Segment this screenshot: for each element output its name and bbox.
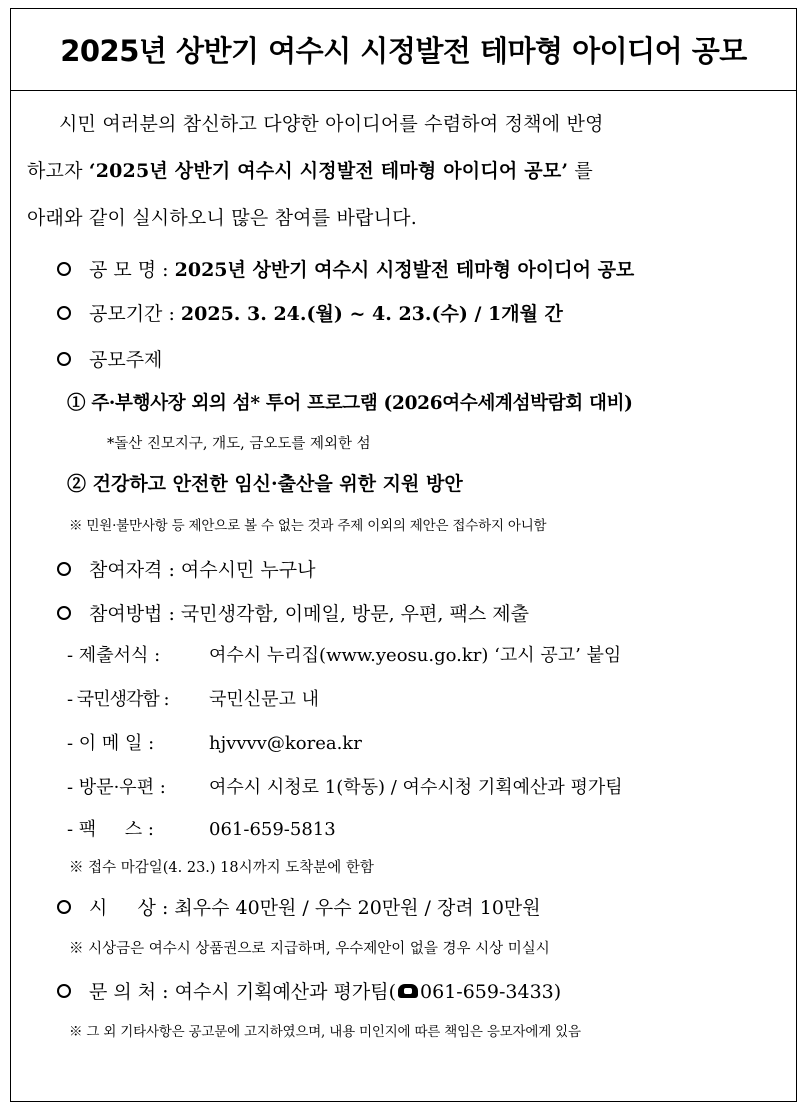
contact-label: 문 의 처 : — [89, 981, 169, 1003]
email-label: - 이 메 일 : — [67, 733, 155, 754]
fax-label: - 팩 스 : — [67, 819, 154, 840]
form-label: - 제출서식 : — [67, 645, 161, 666]
deadline-note: ※ 접수 마감일(4. 23.) 18시까지 도착분에 한함 — [69, 860, 374, 876]
award-label: 시 상 : — [89, 897, 169, 919]
email-line — [67, 729, 362, 755]
eligibility-label: 참여자격 : — [89, 559, 175, 581]
item-eligibility — [57, 555, 315, 582]
gov-label: - 국민생각함 : — [67, 689, 169, 710]
topic-note: ※ 민원·불만사항 등 제안으로 볼 수 없는 것과 주제 이외의 제안은 접수하지 아니함 — [69, 518, 547, 534]
circle-bullet-icon — [57, 900, 71, 914]
contact-note: ※ 그 외 기타사항은 공고문에 고지하였으며, 내용 미인지에 따른 책임은 응모자에게 있음 — [69, 1024, 581, 1040]
circle-bullet-icon — [57, 562, 71, 576]
topic-1-note: *돌산 진모지구, 개도, 금오도를 제외한 섬 — [107, 436, 371, 452]
notice-title: 2025년 상반기 여수시 시정발전 테마형 아이디어 공모 — [60, 34, 747, 68]
topic-2: ② 건강하고 안전한 임신·출산을 위한 지원 방안 — [67, 473, 463, 495]
circle-bullet-icon — [57, 262, 71, 276]
title-box — [11, 9, 796, 91]
form-value: 여수시 누리집(www.yeosu.go.kr) ‘고시 공고’ 붙임 — [209, 645, 622, 666]
circle-bullet-icon — [57, 352, 71, 366]
item-period — [57, 299, 563, 326]
award-note: ※ 시상금은 여수시 상품권으로 지급하며, 우수제안이 없을 경우 시상 미실시 — [69, 941, 550, 957]
circle-bullet-icon — [57, 306, 71, 320]
gov-value: 국민신문고 내 — [209, 689, 320, 710]
telephone-icon — [398, 984, 418, 998]
intro-line-3: 아래와 같이 실시하오니 많은 참여를 바랍니다. — [27, 207, 417, 229]
notice-frame — [10, 8, 797, 1102]
award-value: 최우수 40만원 / 우수 20만원 / 장려 10만원 — [174, 897, 541, 919]
circle-bullet-icon — [57, 984, 71, 998]
period-label: 공모기간 : — [89, 303, 175, 325]
period-value: 2025. 3. 24.(월) ~ 4. 23.(수) / 1개월 간 — [180, 303, 563, 325]
gov-idea-box — [67, 685, 319, 711]
email-value: hjvvvv@korea.kr — [209, 733, 362, 754]
contact-value: 여수시 기획예산과 평가팀( — [174, 981, 397, 1003]
visit-label: - 방문·우편 : — [67, 777, 166, 798]
circle-bullet-icon — [57, 606, 71, 620]
fax-line — [67, 815, 336, 841]
submission-form — [67, 641, 621, 667]
visit-value: 여수시 시청로 1(학동) / 여수시청 기획예산과 평가팀 — [209, 777, 623, 798]
contact-phone: 061-659-3433) — [420, 981, 562, 1003]
method-value: 국민생각함, 이메일, 방문, 우편, 팩스 제출 — [180, 603, 529, 625]
fax-value: 061-659-5813 — [209, 819, 336, 840]
item-method — [57, 599, 529, 626]
intro-line-1: 시민 여러분의 참신하고 다양한 아이디어를 수렴하여 정책에 반영 — [59, 113, 604, 135]
topic-1: ① 주·부행사장 외의 섬* 투어 프로그램 (2026여수세계섬박람회 대비) — [67, 393, 633, 414]
item-name — [57, 255, 634, 282]
intro-line-2-bold: ‘2025년 상반기 여수시 시정발전 테마형 아이디어 공모’ — [88, 160, 569, 182]
item-contact — [57, 977, 561, 1004]
topic-label: 공모주제 — [89, 349, 163, 371]
visit-mail-line — [67, 773, 623, 799]
intro-paragraph — [27, 101, 783, 242]
eligibility-value: 여수시민 누구나 — [180, 559, 316, 581]
item-topic — [57, 345, 162, 372]
name-label: 공 모 명 : — [89, 259, 169, 281]
method-label: 참여방법 : — [89, 603, 175, 625]
item-award — [57, 893, 541, 920]
intro-line-2 — [27, 148, 783, 195]
intro-line-2-pre: 하고자 — [27, 160, 89, 182]
intro-line-2-post: 를 — [568, 160, 593, 182]
name-value: 2025년 상반기 여수시 시정발전 테마형 아이디어 공모 — [174, 259, 635, 281]
